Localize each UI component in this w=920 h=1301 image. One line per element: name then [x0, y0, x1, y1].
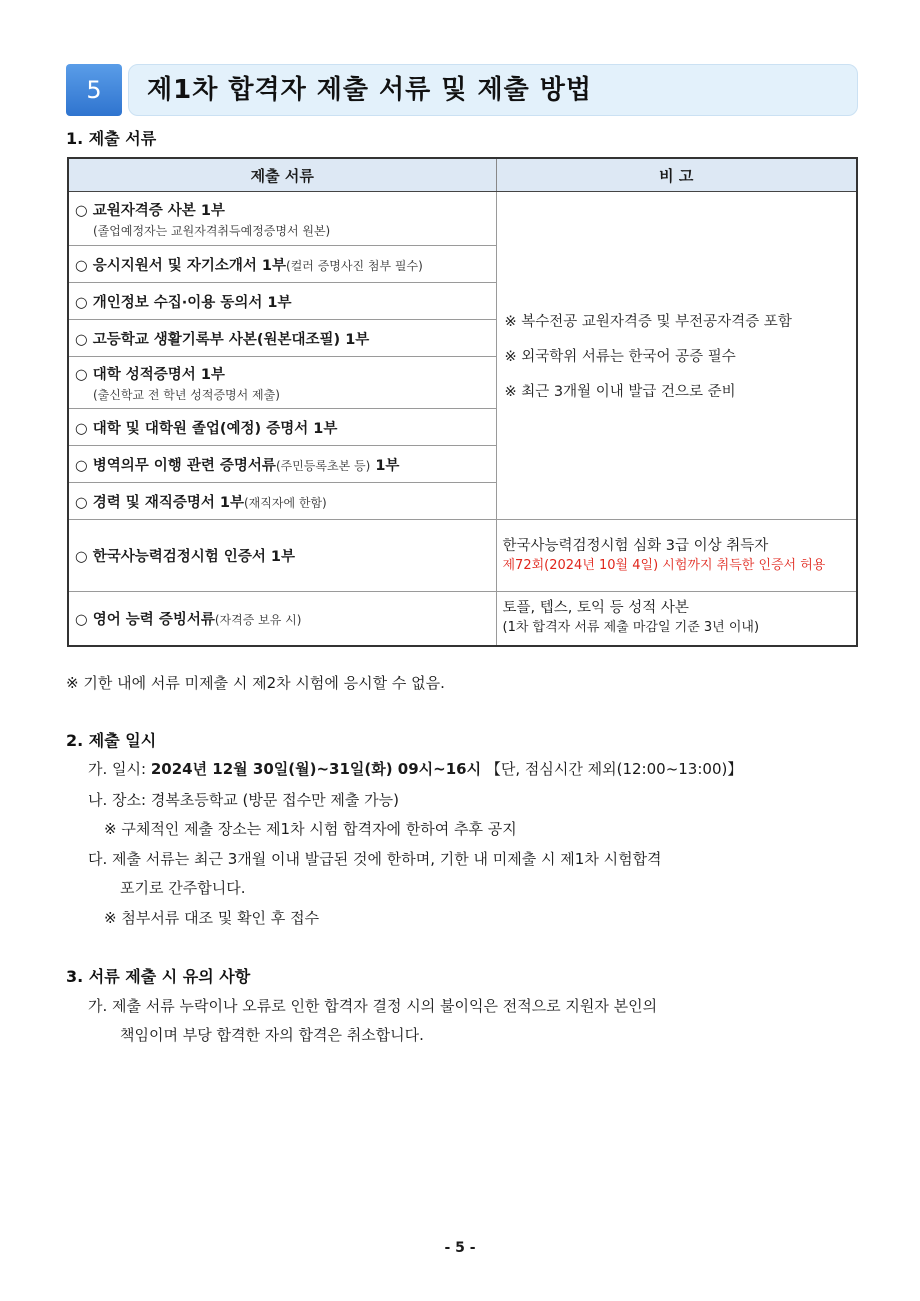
validity-line2: 포기로 간주합니다. [120, 879, 246, 897]
doc-item-korean-history: ○ 한국사능력검정시험 인증서 1부 [68, 520, 496, 592]
doc-item-teacher-license [68, 192, 496, 246]
validity-note: ※ 첨부서류 대조 및 확인 후 접수 [104, 909, 320, 927]
common-note: ※ 외국학위 서류는 한국어 공증 필수 [504, 349, 736, 365]
doc-item-military [68, 446, 496, 483]
section-title-box [128, 64, 858, 116]
doc-item-label: ○ 대학 성적증명서 1부 [75, 366, 225, 383]
part2-heading: 2. 제출 일시 [66, 731, 157, 750]
remark-line: 토플, 텝스, 토익 등 성적 사본 [502, 600, 689, 617]
english-remark [496, 592, 857, 646]
datetime-suffix: 【단, 점심시간 제외(12:00~13:00)】 [481, 760, 743, 778]
submission-datetime [88, 758, 742, 779]
doc-item-career [68, 483, 496, 520]
common-note: ※ 최근 3개월 이내 발급 건으로 준비 [504, 384, 736, 400]
page-number: - 5 - [444, 1240, 476, 1256]
section-title: 제1차 합격자 제출 서류 및 제출 방법 [147, 75, 593, 105]
doc-item-label: ○ 경력 및 재직증명서 1부 [75, 494, 244, 511]
korean-history-remark [496, 520, 857, 592]
remark-line: 한국사능력검정시험 심화 3급 이상 취득자 [502, 537, 769, 554]
common-note: ※ 복수전공 교원자격증 및 부전공자격증 포함 [504, 314, 792, 330]
table-header-row [68, 158, 857, 192]
doc-item-label: ○ 영어 능력 증빙서류 [75, 611, 215, 628]
place-note: ※ 구체적인 제출 장소는 제1차 시험 합격자에 한하여 추후 공지 [104, 820, 517, 838]
header-remarks: 비 고 [496, 158, 857, 192]
part3-heading: 3. 서류 제출 시 유의 사항 [66, 967, 251, 986]
validity-line1: 다. 제출 서류는 최근 3개월 이내 발급된 것에 한하며, 기한 내 미제출 시 제1차 시험합격 [88, 850, 662, 868]
doc-item-graduation: ○ 대학 및 대학원 졸업(예정) 증명서 1부 [68, 409, 496, 446]
doc-item-label: ○ 교원자격증 사본 1부 [75, 202, 225, 219]
caution-line2: 책임이며 부당 합격한 자의 합격은 취소합니다. [120, 1026, 424, 1044]
doc-item-small: (재직자에 한함) [244, 495, 327, 510]
section-header [66, 64, 856, 116]
datetime-prefix: 가. 일시: [88, 760, 151, 778]
doc-item-sub: (졸업예정자는 교원자격취득예정증명서 원본) [93, 223, 331, 238]
caution-line1: 가. 제출 서류 누락이나 오류로 인한 합격자 결정 시의 불이익은 전적으로 지원자 본인의 [88, 997, 658, 1015]
doc-item-sub: (출신학교 전 학년 성적증명서 제출) [93, 387, 280, 402]
common-notes-cell [496, 192, 857, 520]
remark-red-note: 제72회(2024년 10월 4일) 시험까지 취득한 인증서 허용 [502, 557, 826, 573]
doc-item-small: (자격증 보유 시) [214, 612, 302, 627]
doc-item-small: (주민등록초본 등) [275, 458, 371, 473]
remark-line: (1차 합격자 서류 제출 마감일 기준 3년 이내) [502, 620, 760, 636]
submission-place: 나. 장소: 경복초등학교 (방문 접수만 제출 가능) [88, 791, 399, 809]
documents-table [67, 157, 858, 647]
doc-item-privacy-consent: ○ 개인정보 수집·이용 동의서 1부 [68, 283, 496, 320]
datetime-value: 2024년 12월 30일(월)~31일(화) 09시~16시 [150, 760, 482, 778]
doc-item-label: ○ 병역의무 이행 관련 증명서류 [75, 457, 276, 474]
header-documents: 제출 서류 [68, 158, 496, 192]
table-row [68, 592, 857, 646]
doc-item-label: ○ 응시지원서 및 자기소개서 1부 [75, 257, 287, 274]
section-number: 5 [66, 64, 122, 116]
doc-item-transcript [68, 357, 496, 409]
table-row [68, 192, 857, 246]
doc-item-english [68, 592, 496, 646]
part1-heading: 1. 제출 서류 [66, 129, 157, 148]
doc-item-highschool-record: ○ 고등학교 생활기록부 사본(원본대조필) 1부 [68, 320, 496, 357]
table-row [68, 520, 857, 592]
doc-item-application [68, 246, 496, 283]
submission-warning: ※ 기한 내에 서류 미제출 시 제2차 시험에 응시할 수 없음. [66, 674, 445, 692]
doc-item-small: (컬러 증명사진 첨부 필수) [286, 258, 423, 273]
doc-item-tail: 1부 [370, 457, 400, 474]
